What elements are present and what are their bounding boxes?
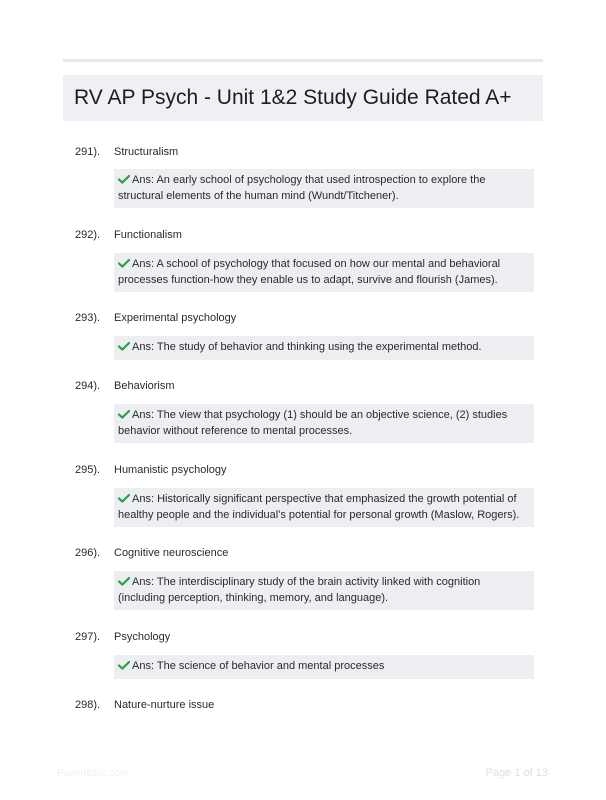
question-term: Cognitive neuroscience bbox=[114, 547, 229, 559]
footer-watermark: Paperlibbic.com bbox=[57, 768, 129, 779]
answer-box bbox=[114, 336, 534, 360]
question-term: Experimental psychology bbox=[114, 312, 237, 324]
question-number: 295). bbox=[75, 464, 101, 476]
answer-box bbox=[114, 169, 534, 208]
question-term: Functionalism bbox=[114, 229, 182, 241]
check-icon bbox=[118, 576, 130, 585]
answer-box bbox=[114, 253, 534, 292]
question-term: Behaviorism bbox=[114, 380, 175, 392]
answer-text: Ans: Historically significant perspective that emphasized the growth potential of healthy people and the individual's potential for personal growth (Maslow, Rogers). bbox=[118, 493, 520, 521]
check-icon bbox=[118, 409, 130, 418]
question-term: Psychology bbox=[114, 631, 171, 643]
answer-text: Ans: The science of behavior and mental processes bbox=[132, 660, 385, 672]
check-icon bbox=[118, 660, 130, 669]
question-number: 293). bbox=[75, 312, 101, 324]
answer-text: Ans: A school of psychology that focused on how our mental and behavioral processes function-how they enable us to adapt, survive and flourish (James). bbox=[118, 258, 501, 286]
check-icon bbox=[118, 493, 130, 502]
question-number: 297). bbox=[75, 631, 101, 643]
question-number: 291). bbox=[75, 146, 101, 158]
answer-box bbox=[114, 404, 534, 443]
question-term: Structuralism bbox=[114, 146, 179, 158]
answer-text: Ans: The study of behavior and thinking using the experimental method. bbox=[132, 341, 482, 353]
question-number: 294). bbox=[75, 380, 101, 392]
check-icon bbox=[118, 258, 130, 267]
check-icon bbox=[118, 174, 130, 183]
question-number: 298). bbox=[75, 699, 101, 711]
check-icon bbox=[118, 341, 130, 350]
question-number: 296). bbox=[75, 547, 101, 559]
question-number: 292). bbox=[75, 229, 101, 241]
answer-text: Ans: The interdisciplinary study of the brain activity linked with cognition (including perception, thinking, memory, and language). bbox=[118, 576, 481, 604]
page-indicator: Page 1 of 13 bbox=[485, 767, 548, 779]
answer-text: Ans: An early school of psychology that used introspection to explore the structural elements of the human mind (Wundt/Titchener). bbox=[118, 174, 486, 202]
answer-box bbox=[114, 655, 534, 679]
question-term: Humanistic psychology bbox=[114, 464, 227, 476]
answer-text: Ans: The view that psychology (1) should be an objective science, (2) studies behavior without reference to mental processes. bbox=[118, 409, 508, 437]
answer-box bbox=[114, 488, 534, 527]
page-title: RV AP Psych - Unit 1&2 Study Guide Rated A+ bbox=[74, 86, 512, 109]
question-term: Nature-nurture issue bbox=[114, 699, 215, 711]
answer-box bbox=[114, 571, 534, 610]
